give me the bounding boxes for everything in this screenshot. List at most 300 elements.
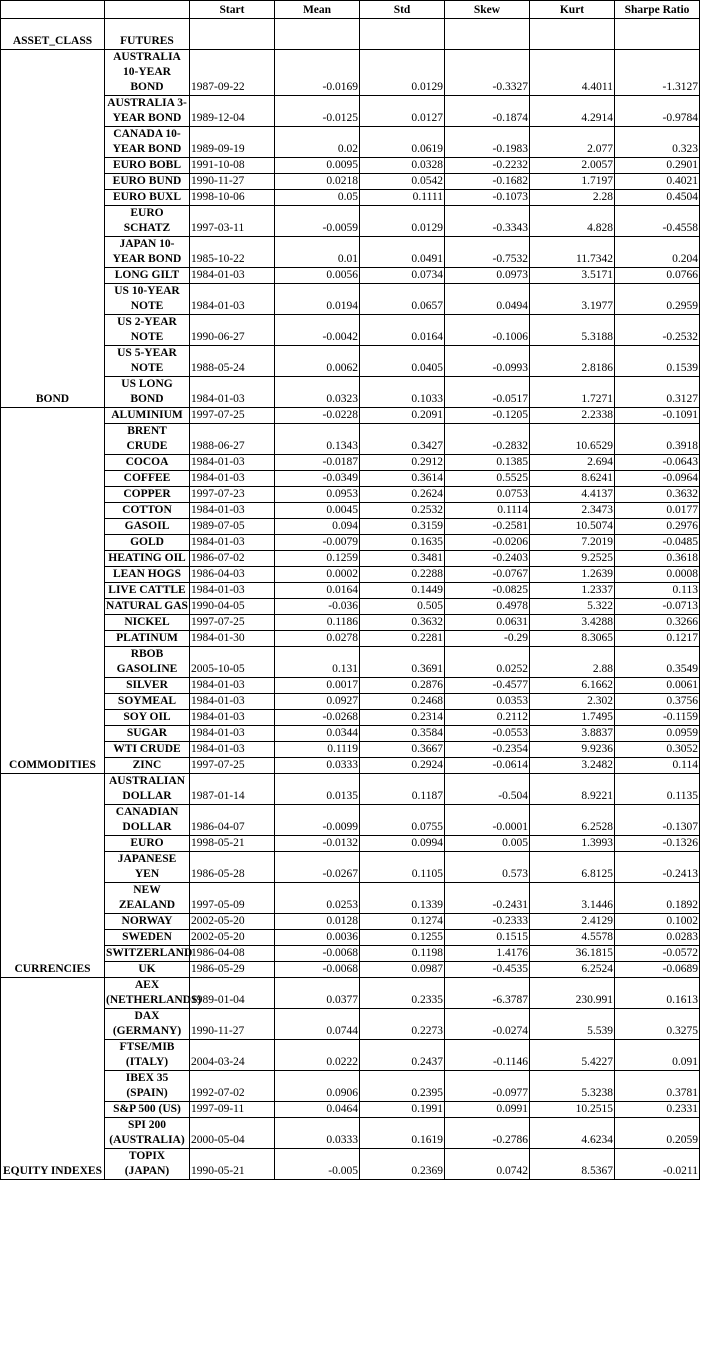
- kurt-cell: 3.4288: [530, 615, 615, 631]
- std-cell: 0.2335: [360, 978, 445, 1009]
- table-row: [1, 127, 700, 158]
- std-cell: 0.0734: [360, 268, 445, 284]
- std-cell: 0.0405: [360, 346, 445, 377]
- skew-cell: 0.0742: [445, 1149, 530, 1180]
- sharpe-cell: -0.0485: [615, 535, 700, 551]
- mean-cell: -0.0228: [275, 408, 360, 424]
- futures-name-cell: LEAN HOGS: [105, 567, 190, 583]
- sharpe-cell: 0.3266: [615, 615, 700, 631]
- futures-name-cell: US 2-YEAR NOTE: [105, 315, 190, 346]
- kurt-cell: 1.7495: [530, 710, 615, 726]
- sharpe-cell: 0.3052: [615, 742, 700, 758]
- sharpe-cell: 0.2976: [615, 519, 700, 535]
- std-cell: 0.2273: [360, 1009, 445, 1040]
- sharpe-cell: 0.1217: [615, 631, 700, 647]
- table-row: [1, 962, 700, 978]
- start-cell: 1984-01-03: [190, 284, 275, 315]
- skew-cell: -0.2403: [445, 551, 530, 567]
- table-row: [1, 774, 700, 805]
- sharpe-cell: 0.1892: [615, 883, 700, 914]
- table-row: [1, 50, 700, 96]
- mean-cell: 0.0095: [275, 158, 360, 174]
- kurt-cell: 7.2019: [530, 535, 615, 551]
- futures-name-cell: SWITZERLAND: [105, 946, 190, 962]
- start-cell: 1997-07-25: [190, 758, 275, 774]
- skew-cell: 0.005: [445, 836, 530, 852]
- std-cell: 0.2091: [360, 408, 445, 424]
- kurt-cell: 2.302: [530, 694, 615, 710]
- sharpe-cell: 0.0766: [615, 268, 700, 284]
- table-row: [1, 455, 700, 471]
- mean-cell: -0.005: [275, 1149, 360, 1180]
- table-row: [1, 315, 700, 346]
- std-cell: 0.3159: [360, 519, 445, 535]
- skew-cell: -0.2333: [445, 914, 530, 930]
- std-cell: 0.1449: [360, 583, 445, 599]
- futures-name-cell: NICKEL: [105, 615, 190, 631]
- skew-cell: 0.2112: [445, 710, 530, 726]
- mean-cell: -0.0068: [275, 946, 360, 962]
- table-body: [1, 50, 700, 1180]
- start-cell: 1987-09-22: [190, 50, 275, 96]
- futures-name-cell: COPPER: [105, 487, 190, 503]
- index-name-asset-class: ASSET_CLASS: [1, 19, 105, 50]
- kurt-cell: 5.3238: [530, 1071, 615, 1102]
- sharpe-cell: 0.3632: [615, 487, 700, 503]
- futures-name-cell: ZINC: [105, 758, 190, 774]
- kurt-cell: 2.3473: [530, 503, 615, 519]
- skew-cell: -0.2431: [445, 883, 530, 914]
- mean-cell: -0.0187: [275, 455, 360, 471]
- sharpe-cell: -0.0964: [615, 471, 700, 487]
- futures-name-cell: TOPIX (JAPAN): [105, 1149, 190, 1180]
- kurt-cell: 6.2528: [530, 805, 615, 836]
- sharpe-cell: 0.3781: [615, 1071, 700, 1102]
- futures-name-cell: AUSTRALIAN DOLLAR: [105, 774, 190, 805]
- table-row: [1, 758, 700, 774]
- kurt-cell: 5.322: [530, 599, 615, 615]
- std-cell: 0.0328: [360, 158, 445, 174]
- kurt-cell: 3.5171: [530, 268, 615, 284]
- mean-cell: 0.0333: [275, 1118, 360, 1149]
- table-row: [1, 1040, 700, 1071]
- start-cell: 1997-03-11: [190, 206, 275, 237]
- futures-name-cell: AUSTRALIA 3-YEAR BOND: [105, 96, 190, 127]
- sharpe-cell: 0.204: [615, 237, 700, 268]
- kurt-cell: 1.2337: [530, 583, 615, 599]
- start-cell: 1984-01-30: [190, 631, 275, 647]
- table-row: [1, 190, 700, 206]
- skew-cell: 0.0753: [445, 487, 530, 503]
- mean-cell: -0.0125: [275, 96, 360, 127]
- mean-cell: 0.02: [275, 127, 360, 158]
- sharpe-cell: 0.2901: [615, 158, 700, 174]
- sharpe-cell: -0.0211: [615, 1149, 700, 1180]
- mean-cell: 0.0056: [275, 268, 360, 284]
- start-cell: 1984-01-03: [190, 535, 275, 551]
- mean-cell: -0.0169: [275, 50, 360, 96]
- std-cell: 0.1619: [360, 1118, 445, 1149]
- skew-cell: 0.4978: [445, 599, 530, 615]
- sharpe-cell: 0.3549: [615, 647, 700, 678]
- table-row: [1, 946, 700, 962]
- mean-cell: 0.094: [275, 519, 360, 535]
- kurt-cell: 4.4137: [530, 487, 615, 503]
- mean-cell: -0.0349: [275, 471, 360, 487]
- start-cell: 1984-01-03: [190, 710, 275, 726]
- futures-name-cell: CANADIAN DOLLAR: [105, 805, 190, 836]
- start-cell: 1984-01-03: [190, 583, 275, 599]
- start-cell: 1997-05-09: [190, 883, 275, 914]
- futures-name-cell: NORWAY: [105, 914, 190, 930]
- table-row: [1, 805, 700, 836]
- mean-cell: 0.0036: [275, 930, 360, 946]
- std-cell: 0.2924: [360, 758, 445, 774]
- skew-cell: 0.0631: [445, 615, 530, 631]
- mean-cell: 0.0344: [275, 726, 360, 742]
- kurt-cell: 1.7197: [530, 174, 615, 190]
- skew-cell: -0.29: [445, 631, 530, 647]
- mean-cell: 0.0464: [275, 1102, 360, 1118]
- column-header-mean: Mean: [275, 1, 360, 19]
- mean-cell: 0.0927: [275, 694, 360, 710]
- table-row: [1, 1071, 700, 1102]
- skew-cell: -0.0825: [445, 583, 530, 599]
- start-cell: 2005-10-05: [190, 647, 275, 678]
- mean-cell: 0.0128: [275, 914, 360, 930]
- sharpe-cell: 0.0283: [615, 930, 700, 946]
- start-cell: 1984-01-03: [190, 694, 275, 710]
- kurt-cell: 9.2525: [530, 551, 615, 567]
- start-cell: 1984-01-03: [190, 377, 275, 408]
- std-cell: 0.1198: [360, 946, 445, 962]
- mean-cell: -0.0132: [275, 836, 360, 852]
- std-cell: 0.2876: [360, 678, 445, 694]
- skew-cell: -0.2232: [445, 158, 530, 174]
- kurt-cell: 4.5578: [530, 930, 615, 946]
- start-cell: 1989-07-05: [190, 519, 275, 535]
- std-cell: 0.2281: [360, 631, 445, 647]
- skew-cell: -0.0993: [445, 346, 530, 377]
- mean-cell: -0.0079: [275, 535, 360, 551]
- skew-cell: -6.3787: [445, 978, 530, 1009]
- skew-cell: -0.0977: [445, 1071, 530, 1102]
- skew-cell: -0.0614: [445, 758, 530, 774]
- table-row: [1, 1118, 700, 1149]
- start-cell: 1984-01-03: [190, 726, 275, 742]
- mean-cell: 0.1186: [275, 615, 360, 631]
- table-row: [1, 471, 700, 487]
- sharpe-cell: 0.4504: [615, 190, 700, 206]
- sharpe-cell: 0.1135: [615, 774, 700, 805]
- futures-name-cell: US 5-YEAR NOTE: [105, 346, 190, 377]
- table-row: [1, 346, 700, 377]
- kurt-cell: 2.28: [530, 190, 615, 206]
- kurt-cell: 10.5074: [530, 519, 615, 535]
- table-row: [1, 914, 700, 930]
- table-row: [1, 237, 700, 268]
- table-row: [1, 268, 700, 284]
- mean-cell: 0.0377: [275, 978, 360, 1009]
- mean-cell: 0.0333: [275, 758, 360, 774]
- kurt-cell: 4.2914: [530, 96, 615, 127]
- table-row: [1, 631, 700, 647]
- sharpe-cell: -0.0689: [615, 962, 700, 978]
- start-cell: 1986-04-03: [190, 567, 275, 583]
- kurt-cell: 8.5367: [530, 1149, 615, 1180]
- std-cell: 0.2314: [360, 710, 445, 726]
- skew-cell: -0.1874: [445, 96, 530, 127]
- kurt-cell: 36.1815: [530, 946, 615, 962]
- start-cell: 1986-05-28: [190, 852, 275, 883]
- table-row: [1, 424, 700, 455]
- std-cell: 0.3584: [360, 726, 445, 742]
- start-cell: 1992-07-02: [190, 1071, 275, 1102]
- skew-cell: -0.1146: [445, 1040, 530, 1071]
- skew-cell: 0.0252: [445, 647, 530, 678]
- skew-cell: 0.5525: [445, 471, 530, 487]
- mean-cell: -0.0268: [275, 710, 360, 726]
- index-name-row: [1, 19, 700, 50]
- kurt-cell: 10.2515: [530, 1102, 615, 1118]
- kurt-cell: 4.4011: [530, 50, 615, 96]
- start-cell: 1998-05-21: [190, 836, 275, 852]
- column-header-kurt: Kurt: [530, 1, 615, 19]
- kurt-cell: 2.0057: [530, 158, 615, 174]
- table-row: [1, 503, 700, 519]
- sharpe-cell: 0.091: [615, 1040, 700, 1071]
- mean-cell: 0.1343: [275, 424, 360, 455]
- kurt-cell: 2.4129: [530, 914, 615, 930]
- sharpe-cell: 0.3275: [615, 1009, 700, 1040]
- table-row: [1, 174, 700, 190]
- column-header: [105, 1, 190, 19]
- std-cell: 0.1255: [360, 930, 445, 946]
- sharpe-cell: 0.323: [615, 127, 700, 158]
- start-cell: 1998-10-06: [190, 190, 275, 206]
- futures-name-cell: SOYMEAL: [105, 694, 190, 710]
- start-cell: 1984-01-03: [190, 471, 275, 487]
- futures-name-cell: SPI 200 (AUSTRALIA): [105, 1118, 190, 1149]
- mean-cell: 0.1259: [275, 551, 360, 567]
- start-cell: 1990-06-27: [190, 315, 275, 346]
- column-header-sharpe-ratio: Sharpe Ratio: [615, 1, 700, 19]
- start-cell: 1990-04-05: [190, 599, 275, 615]
- kurt-cell: 8.3065: [530, 631, 615, 647]
- futures-name-cell: SILVER: [105, 678, 190, 694]
- sharpe-cell: 0.3618: [615, 551, 700, 567]
- start-cell: 1997-07-25: [190, 408, 275, 424]
- std-cell: 0.2468: [360, 694, 445, 710]
- skew-cell: 0.1515: [445, 930, 530, 946]
- kurt-cell: 3.2482: [530, 758, 615, 774]
- std-cell: 0.0129: [360, 206, 445, 237]
- mean-cell: 0.131: [275, 647, 360, 678]
- mean-cell: 0.0953: [275, 487, 360, 503]
- futures-name-cell: US 10-YEAR NOTE: [105, 284, 190, 315]
- mean-cell: 0.0135: [275, 774, 360, 805]
- mean-cell: -0.0267: [275, 852, 360, 883]
- mean-cell: -0.036: [275, 599, 360, 615]
- sharpe-cell: 0.4021: [615, 174, 700, 190]
- kurt-cell: 9.9236: [530, 742, 615, 758]
- std-cell: 0.505: [360, 599, 445, 615]
- skew-cell: 0.573: [445, 852, 530, 883]
- mean-cell: 0.1119: [275, 742, 360, 758]
- table-row: [1, 284, 700, 315]
- kurt-cell: 5.539: [530, 1009, 615, 1040]
- futures-name-cell: BRENT CRUDE: [105, 424, 190, 455]
- start-cell: 1986-05-29: [190, 962, 275, 978]
- kurt-cell: 4.6234: [530, 1118, 615, 1149]
- start-cell: 1997-07-25: [190, 615, 275, 631]
- skew-cell: -0.0274: [445, 1009, 530, 1040]
- skew-cell: -0.3343: [445, 206, 530, 237]
- std-cell: 0.0994: [360, 836, 445, 852]
- sharpe-cell: -0.9784: [615, 96, 700, 127]
- sharpe-cell: -0.1326: [615, 836, 700, 852]
- std-cell: 0.3691: [360, 647, 445, 678]
- mean-cell: 0.0017: [275, 678, 360, 694]
- table-row: [1, 930, 700, 946]
- sharpe-cell: -0.0643: [615, 455, 700, 471]
- kurt-cell: 8.9221: [530, 774, 615, 805]
- std-cell: 0.0127: [360, 96, 445, 127]
- column-header: [1, 1, 105, 19]
- mean-cell: 0.0194: [275, 284, 360, 315]
- table-row: [1, 978, 700, 1009]
- futures-name-cell: WTI CRUDE: [105, 742, 190, 758]
- skew-cell: -0.1073: [445, 190, 530, 206]
- sharpe-cell: -0.0713: [615, 599, 700, 615]
- kurt-cell: 2.88: [530, 647, 615, 678]
- kurt-cell: 2.2338: [530, 408, 615, 424]
- mean-cell: 0.0744: [275, 1009, 360, 1040]
- kurt-cell: 230.991: [530, 978, 615, 1009]
- futures-name-cell: ALUMINIUM: [105, 408, 190, 424]
- start-cell: 1984-01-03: [190, 455, 275, 471]
- index-name-futures: FUTURES: [105, 19, 190, 50]
- futures-name-cell: SUGAR: [105, 726, 190, 742]
- kurt-cell: 3.8837: [530, 726, 615, 742]
- table-row: [1, 583, 700, 599]
- std-cell: 0.0755: [360, 805, 445, 836]
- table-row: [1, 535, 700, 551]
- futures-name-cell: RBOB GASOLINE: [105, 647, 190, 678]
- table-row: [1, 726, 700, 742]
- futures-name-cell: COCOA: [105, 455, 190, 471]
- skew-cell: -0.1682: [445, 174, 530, 190]
- std-cell: 0.2369: [360, 1149, 445, 1180]
- futures-name-cell: NATURAL GAS: [105, 599, 190, 615]
- kurt-cell: 8.6241: [530, 471, 615, 487]
- column-header-std: Std: [360, 1, 445, 19]
- mean-cell: 0.0323: [275, 377, 360, 408]
- kurt-cell: 10.6529: [530, 424, 615, 455]
- mean-cell: 0.0164: [275, 583, 360, 599]
- sharpe-cell: -0.4558: [615, 206, 700, 237]
- mean-cell: 0.0218: [275, 174, 360, 190]
- skew-cell: -0.3327: [445, 50, 530, 96]
- skew-cell: -0.0517: [445, 377, 530, 408]
- std-cell: 0.0542: [360, 174, 445, 190]
- table-row: [1, 519, 700, 535]
- sharpe-cell: 0.113: [615, 583, 700, 599]
- sharpe-cell: -0.1307: [615, 805, 700, 836]
- futures-name-cell: SWEDEN: [105, 930, 190, 946]
- futures-name-cell: EURO SCHATZ: [105, 206, 190, 237]
- skew-cell: -0.0553: [445, 726, 530, 742]
- futures-name-cell: JAPANESE YEN: [105, 852, 190, 883]
- kurt-cell: 5.4227: [530, 1040, 615, 1071]
- futures-name-cell: JAPAN 10-YEAR BOND: [105, 237, 190, 268]
- sharpe-cell: 0.3127: [615, 377, 700, 408]
- skew-cell: -0.504: [445, 774, 530, 805]
- futures-name-cell: EURO BUXL: [105, 190, 190, 206]
- mean-cell: -0.0059: [275, 206, 360, 237]
- kurt-cell: 1.7271: [530, 377, 615, 408]
- std-cell: 0.3614: [360, 471, 445, 487]
- std-cell: 0.2437: [360, 1040, 445, 1071]
- futures-name-cell: EURO BOBL: [105, 158, 190, 174]
- skew-cell: -0.1983: [445, 127, 530, 158]
- asset-class-cell: BOND: [1, 50, 105, 408]
- futures-name-cell: SOY OIL: [105, 710, 190, 726]
- table-row: [1, 96, 700, 127]
- table-row: [1, 377, 700, 408]
- mean-cell: -0.0099: [275, 805, 360, 836]
- column-header-row: [1, 1, 700, 19]
- sharpe-cell: 0.1613: [615, 978, 700, 1009]
- futures-name-cell: FTSE/MIB (ITALY): [105, 1040, 190, 1071]
- futures-name-cell: EURO BUND: [105, 174, 190, 190]
- skew-cell: 0.0973: [445, 268, 530, 284]
- std-cell: 0.0164: [360, 315, 445, 346]
- std-cell: 0.1105: [360, 852, 445, 883]
- futures-name-cell: COFFEE: [105, 471, 190, 487]
- sharpe-cell: 0.1539: [615, 346, 700, 377]
- kurt-cell: 2.694: [530, 455, 615, 471]
- std-cell: 0.0987: [360, 962, 445, 978]
- start-cell: 2002-05-20: [190, 930, 275, 946]
- sharpe-cell: -1.3127: [615, 50, 700, 96]
- sharpe-cell: 0.0959: [615, 726, 700, 742]
- sharpe-cell: 0.1002: [615, 914, 700, 930]
- start-cell: 1997-07-23: [190, 487, 275, 503]
- sharpe-cell: 0.2059: [615, 1118, 700, 1149]
- mean-cell: 0.01: [275, 237, 360, 268]
- skew-cell: 0.1385: [445, 455, 530, 471]
- kurt-cell: 1.3993: [530, 836, 615, 852]
- sharpe-cell: 0.0177: [615, 503, 700, 519]
- asset-class-cell: CURRENCIES: [1, 774, 105, 978]
- table-row: [1, 615, 700, 631]
- sharpe-cell: 0.3918: [615, 424, 700, 455]
- sharpe-cell: 0.114: [615, 758, 700, 774]
- mean-cell: 0.0253: [275, 883, 360, 914]
- start-cell: 1988-06-27: [190, 424, 275, 455]
- kurt-cell: 5.3188: [530, 315, 615, 346]
- start-cell: 1984-01-03: [190, 678, 275, 694]
- start-cell: 1984-01-03: [190, 268, 275, 284]
- start-cell: 1997-09-11: [190, 1102, 275, 1118]
- start-cell: 1991-10-08: [190, 158, 275, 174]
- table-row: [1, 678, 700, 694]
- futures-name-cell: NEW ZEALAND: [105, 883, 190, 914]
- start-cell: 1985-10-22: [190, 237, 275, 268]
- std-cell: 0.2624: [360, 487, 445, 503]
- table-row: [1, 883, 700, 914]
